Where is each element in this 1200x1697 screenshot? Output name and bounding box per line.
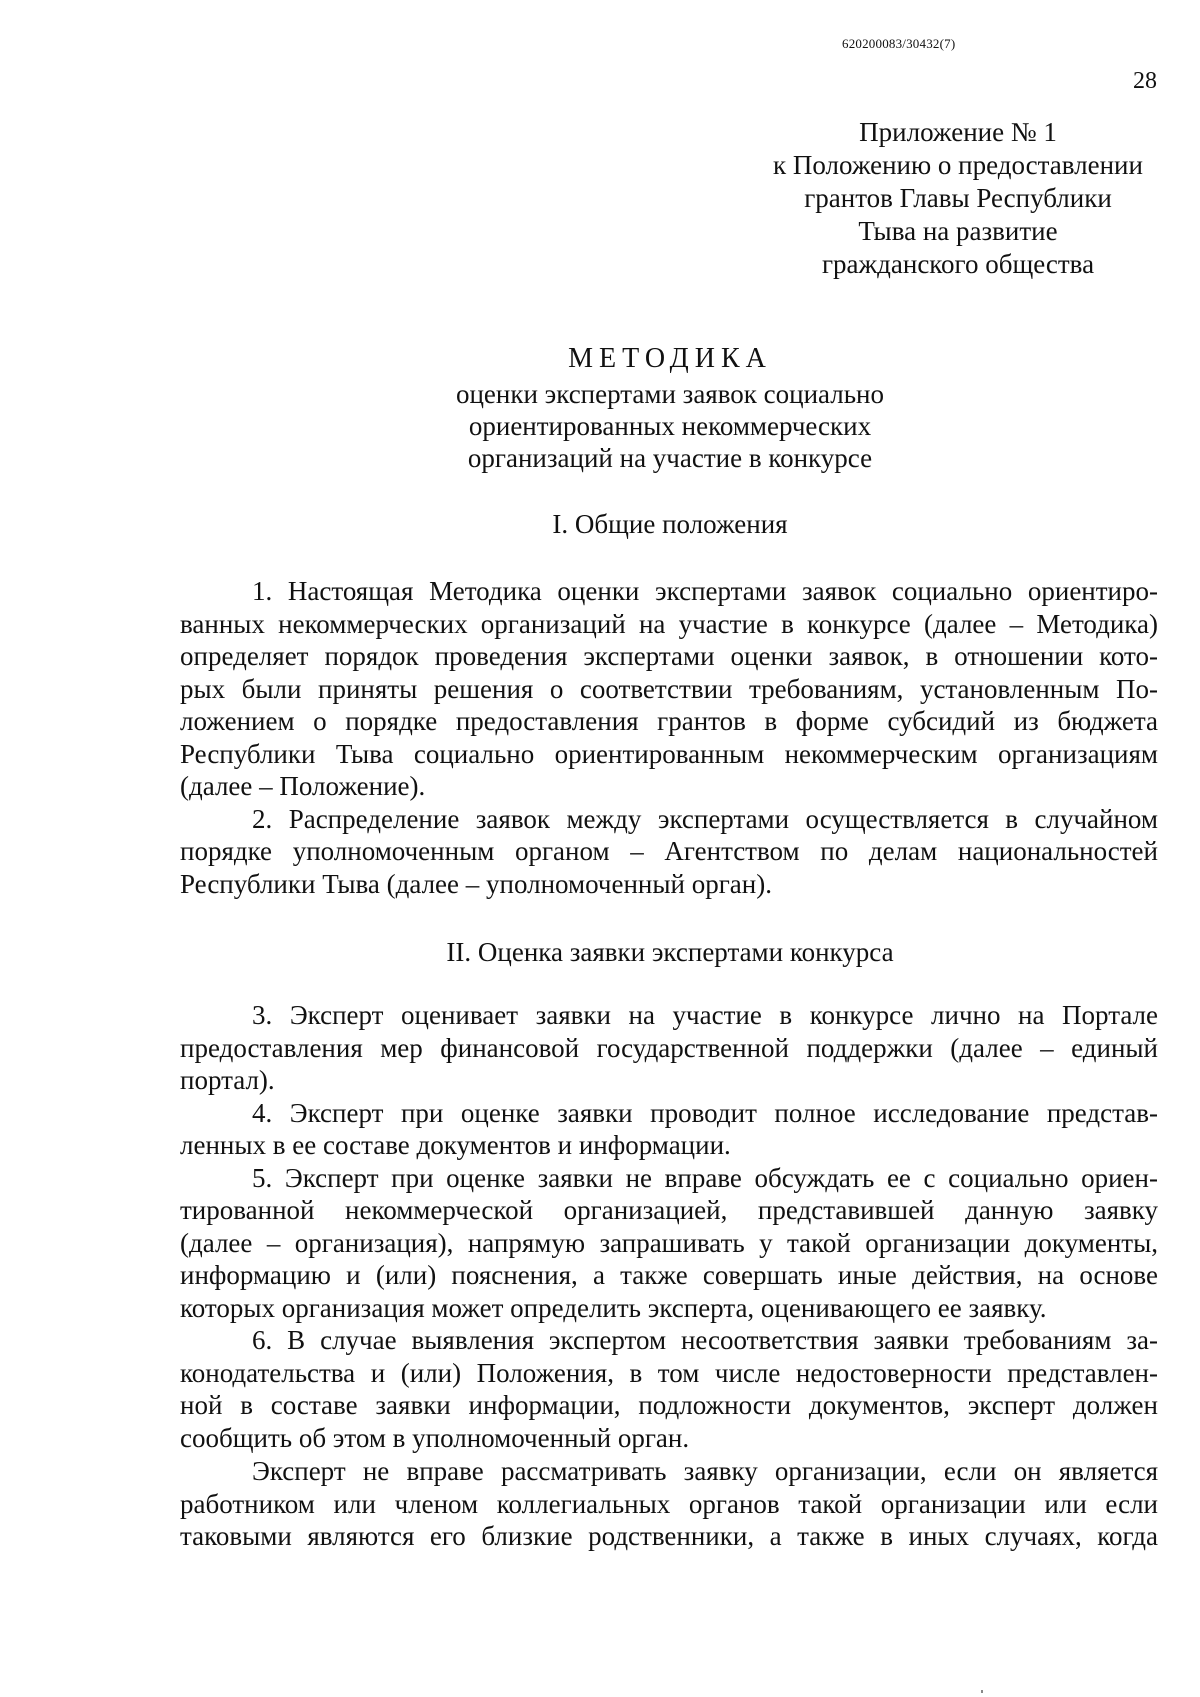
text-line: 3. Эксперт оценивает заявки на участие в конкурсе лично на Портале — [252, 1000, 1158, 1030]
text-line: которых организация может определить эксперта, оценивающего ее заявку. — [180, 1292, 1047, 1323]
section-heading-evaluation: II. Оценка заявки экспертами конкурса — [446, 937, 894, 967]
text-line: (далее – Положение). — [180, 771, 426, 801]
text-line: тированной некоммерческой организацией, представившей данную заявку — [180, 1195, 1158, 1225]
text-line: (далее – организация), напрямую запрашивать у такой организации документы, — [180, 1227, 1158, 1258]
section-heading-general: I. Общие положения — [552, 509, 788, 539]
page-number: 28 — [1133, 68, 1157, 94]
appendix-line: гражданского общества — [821, 249, 1095, 279]
text-line: ной в составе заявки информации, подложности документов, эксперт должен — [180, 1390, 1158, 1420]
text-line: 6. В случае выявления экспертом несоответствия заявки требованиям за- — [252, 1325, 1158, 1355]
text-line: 4. Эксперт при оценке заявки проводит полное исследование представ- — [252, 1097, 1158, 1128]
text-line: Республики Тыва (далее – уполномоченный орган). — [180, 868, 772, 899]
text-line: определяет порядок проведения экспертами оценки заявок, в отношении кото- — [180, 641, 1158, 671]
text-line: таковыми являются его близкие родственники, а также в иных случаях, когда — [180, 1521, 1158, 1551]
appendix-reference — [748, 116, 1168, 281]
appendix-line: Приложение № 1 — [859, 117, 1057, 147]
text-line: сообщить об этом в уполномоченный орган. — [180, 1422, 690, 1453]
subtitle-line: ориентированных некоммерческих — [468, 411, 872, 441]
text-line: ленных в ее составе документов и информации. — [180, 1130, 731, 1160]
subtitle-line: оценки экспертами заявок социально — [455, 379, 885, 409]
text-line: Эксперт не вправе рассматривать заявку организации, если он является — [252, 1456, 1158, 1486]
text-line: работником или членом коллегиальных органов такой организации или если — [180, 1488, 1158, 1519]
appendix-line: Тыва на развитие — [858, 216, 1058, 246]
appendix-line: грантов Главы Республики — [804, 183, 1112, 213]
document-id: 620200083/30432(7) — [842, 36, 956, 51]
section-evaluation-text-continued — [180, 1455, 1158, 1553]
text-line: портал). — [180, 1065, 275, 1095]
text-line: порядке уполномоченным органом – Агентством по делам национальностей — [180, 836, 1158, 866]
text-line: ложением о порядке предоставления грантов в форме субсидий из бюджета — [180, 706, 1158, 736]
subtitle-line: организаций на участие в конкурсе — [467, 443, 873, 473]
text-line: 5. Эксперт при оценке заявки не вправе обсуждать ее с социально ориен- — [252, 1162, 1158, 1193]
text-line: 1. Настоящая Методика оценки экспертами заявок социально ориентиро- — [252, 576, 1158, 606]
text-line: предоставления мер финансовой государственной поддержки (далее – единый — [180, 1032, 1158, 1063]
text-line: рых были приняты решения о соответствии требованиям, установленным По- — [180, 673, 1158, 704]
text-line: конодательства и (или) Положения, в том числе недостоверности представлен- — [180, 1357, 1158, 1388]
section-general-text — [180, 575, 1158, 900]
text-line: информацию и (или) пояснения, а также совершать иные действия, на основе — [180, 1260, 1158, 1290]
document-subtitle — [0, 378, 1200, 474]
text-line: 2. Распределение заявок между экспертами осуществляется в случайном — [252, 803, 1158, 834]
document-title: МЕТОДИКА — [568, 343, 772, 374]
scan-speck — [981, 1690, 983, 1693]
text-line: ванных некоммерческих организаций на участие в конкурсе (далее – Методика) — [180, 608, 1158, 639]
appendix-line: к Положению о предоставлении — [773, 150, 1143, 180]
section-evaluation-text — [180, 999, 1158, 1454]
text-line: Республики Тыва социально ориентированным некоммерческим организациям — [180, 738, 1158, 769]
